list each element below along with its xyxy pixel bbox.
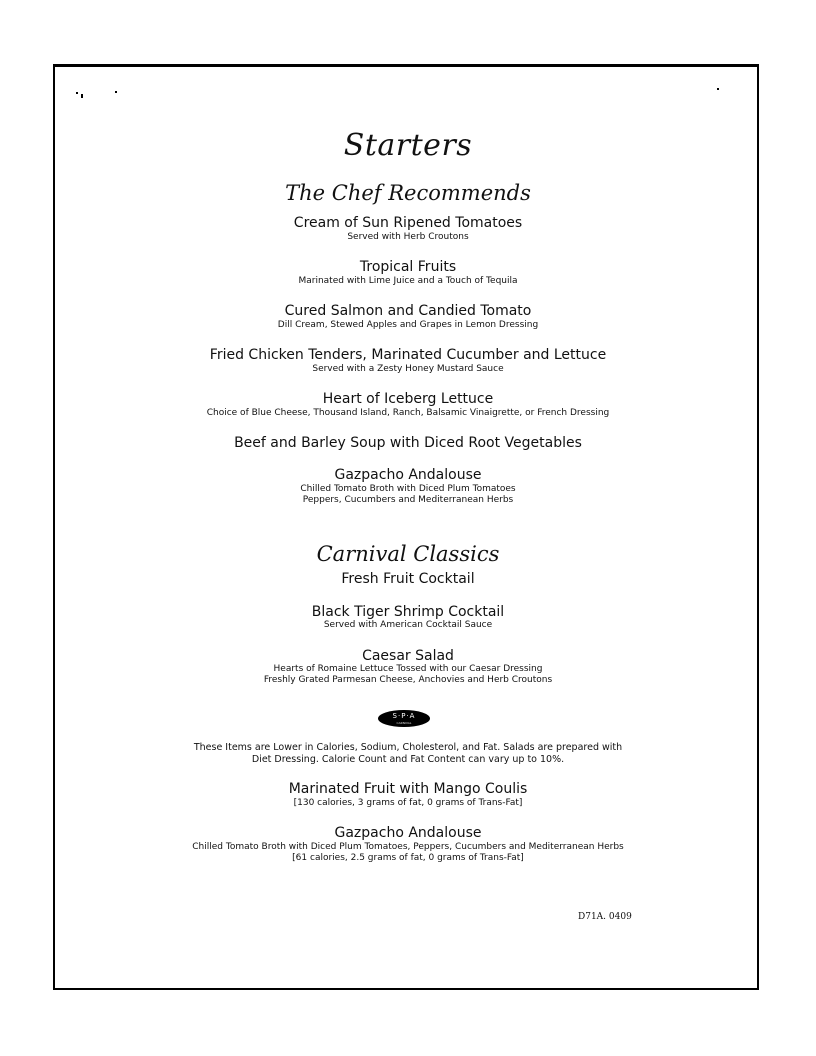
spa-logo-subtext: CARNIVAL: [396, 721, 412, 725]
section-heading-chef: The Chef Recommends: [285, 181, 531, 205]
menu-item-name: Black Tiger Shrimp Cocktail: [311, 604, 505, 620]
menu-item-desc: Dill Cream, Stewed Apples and Grapes in Lemon Dressing: [277, 320, 539, 330]
spa-logo-text: S·P·A: [392, 712, 416, 720]
menu-item-name: Tropical Fruits: [359, 259, 457, 275]
menu-item-name: Fried Chicken Tenders, Marinated Cucumber and Lettuce: [209, 347, 607, 363]
menu-item-name: Heart of Iceberg Lettuce: [322, 391, 494, 407]
menu-item-name: Cured Salmon and Candied Tomato: [284, 303, 532, 319]
menu-item-desc: Served with American Cocktail Sauce: [323, 620, 493, 630]
menu-item-desc: Peppers, Cucumbers and Mediterranean Herbs: [302, 495, 514, 505]
menu-item-name: Caesar Salad: [362, 648, 454, 664]
menu-item-desc: Freshly Grated Parmesan Cheese, Anchovies and Herb Croutons: [263, 675, 553, 685]
menu-item-name: Fresh Fruit Cocktail: [341, 571, 475, 587]
menu-item-desc: Chilled Tomato Broth with Diced Plum Tomatoes: [300, 484, 516, 494]
menu-item-desc: [61 calories, 2.5 grams of fat, 0 grams of Trans-Fat]: [292, 853, 524, 863]
spa-note: These Items are Lower in Calories, Sodium, Cholesterol, and Fat. Salads are prepared with: [193, 742, 623, 753]
menu-item-name: Marinated Fruit with Mango Coulis: [288, 781, 528, 797]
menu-item-name: Cream of Sun Ripened Tomatoes: [293, 215, 523, 231]
menu-item-name: Gazpacho Andalouse: [334, 825, 482, 841]
menu-item-desc: Hearts of Romaine Lettuce Tossed with our Caesar Dressing: [273, 664, 543, 674]
spa-logo: [378, 710, 430, 727]
menu-item-name: Beef and Barley Soup with Diced Root Vegetables: [234, 435, 582, 451]
menu-item-desc: Chilled Tomato Broth with Diced Plum Tomatoes, Peppers, Cucumbers and Mediterranean Herbs: [192, 842, 624, 852]
section-heading-classics: Carnival Classics: [316, 542, 500, 566]
menu-item-desc: Marinated with Lime Juice and a Touch of Tequila: [298, 276, 518, 286]
menu-item-desc: Choice of Blue Cheese, Thousand Island, Ranch, Balsamic Vinaigrette, or French Dressing: [206, 408, 610, 418]
spa-note: Diet Dressing. Calorie Count and Fat Content can vary up to 10%.: [251, 754, 565, 765]
menu-item-desc: Served with a Zesty Honey Mustard Sauce: [312, 364, 504, 374]
menu-item-desc: [130 calories, 3 grams of fat, 0 grams of Trans-Fat]: [293, 798, 523, 808]
footer-code: D71A. 0409: [578, 912, 632, 922]
menu-title: Starters: [343, 128, 473, 163]
menu-item-desc: Served with Herb Croutons: [347, 232, 469, 242]
menu-item-name: Gazpacho Andalouse: [334, 467, 482, 483]
